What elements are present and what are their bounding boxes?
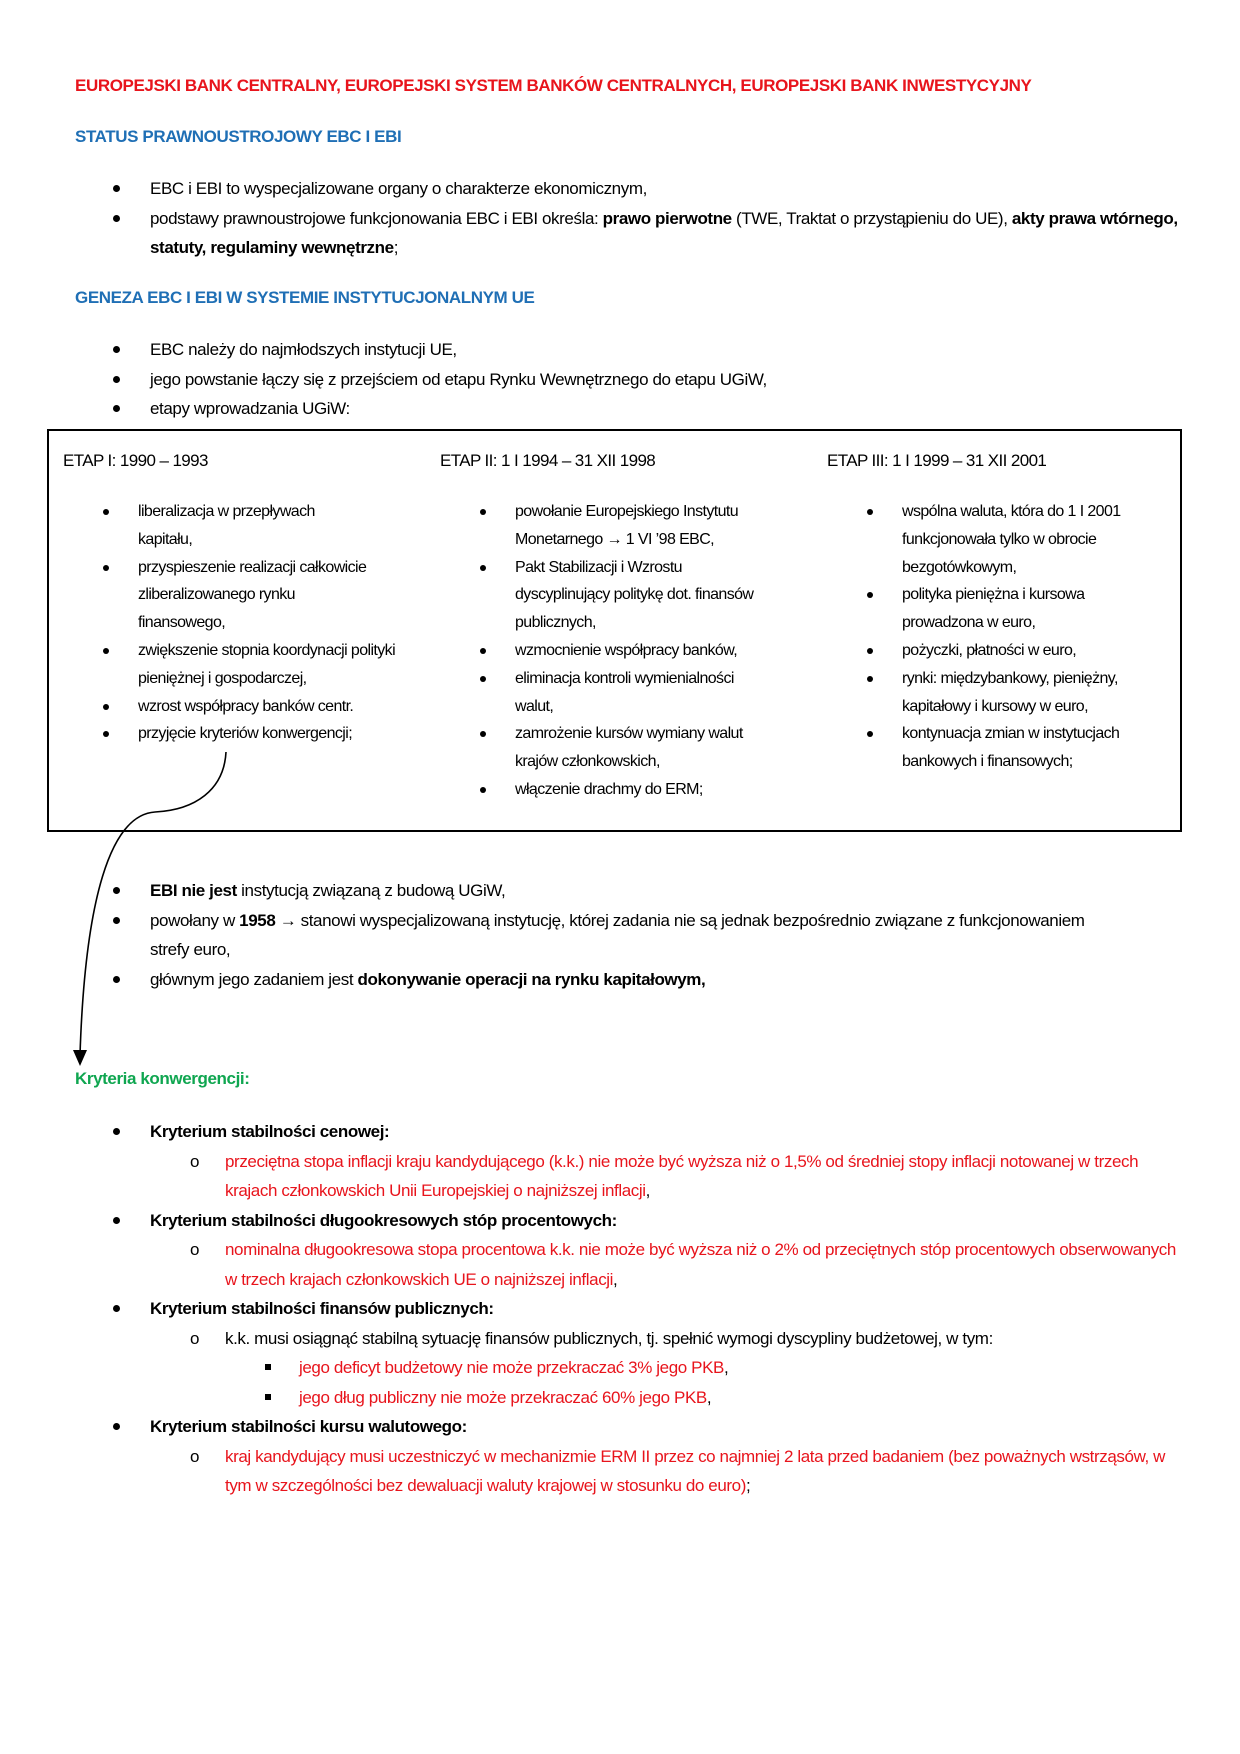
sub-sub-item: jego dług publiczny nie może przekraczać 60% jego PKB,: [0, 1383, 1240, 1413]
list-item: powołany w 1958 → stanowi wyspecjalizowaną instytucję, której zadania nie są jednak bezpośrednio związane z funkcjonowaniem strefy euro,: [0, 906, 1240, 965]
kryteria-list: [0, 1117, 1240, 1501]
list-item: pożyczki, płatności w euro,: [827, 637, 1177, 665]
list-item: polityka pieniężna i kursowa prowadzona w euro,: [827, 581, 1177, 637]
heading-kryteria: Kryteria konwergencji:: [75, 1069, 250, 1088]
etap-2-title: ETAP II: 1 I 1994 – 31 XII 1998: [440, 451, 656, 470]
etap-1-title: ETAP I: 1990 – 1993: [63, 451, 208, 470]
list-item: włączenie drachmy do ERM;: [440, 776, 790, 804]
heading-geneza: GENEZA EBC I EBI W SYSTEMIE INSTYTUCJONALNYM UE: [75, 288, 535, 307]
list-item: powołanie Europejskiego Instytutu Monetarnego → 1 VI ’98 EBC,: [440, 498, 790, 554]
list-item: przyspieszenie realizacji całkowicie zliberalizowanego rynku finansowego,: [63, 554, 403, 637]
sub-sub-item: jego deficyt budżetowy nie może przekraczać 3% jego PKB,: [0, 1353, 1240, 1383]
list-item: EBC i EBI to wyspecjalizowane organy o charakterze ekonomicznym,: [0, 174, 1240, 204]
list-item: Kryterium stabilności kursu walutowego:: [0, 1412, 1240, 1442]
list-item: wzmocnienie współpracy banków,: [440, 637, 790, 665]
ebi-list: [0, 876, 1240, 994]
etap-3-title: ETAP III: 1 I 1999 – 31 XII 2001: [827, 451, 1047, 470]
list-item: zamrożenie kursów wymiany walut krajów członkowskich,: [440, 720, 790, 776]
list-item: Pakt Stabilizacji i Wzrostu dyscyplinujący politykę dot. finansów publicznych,: [440, 554, 790, 637]
list-item: wspólna waluta, która do 1 I 2001 funkcjonowała tylko w obrocie bezgotówkowym,: [827, 498, 1177, 581]
list-item: przyjęcie kryteriów konwergencji;: [63, 720, 403, 748]
list-item: jego powstanie łączy się z przejściem od etapu Rynku Wewnętrznego do etapu UGiW,: [0, 365, 1240, 395]
sub-item: o kraj kandydujący musi uczestniczyć w mechanizmie ERM II przez co najmniej 2 lata przed badaniem (bez poważnych wstrząsów, w tym w szczególności bez dewaluacji waluty krajowej w stosunku do euro);: [190, 1446, 1166, 1495]
list-item: głównym jego zadaniem jest dokonywanie operacji na rynku kapitałowym,: [0, 965, 1240, 995]
list-item: etapy wprowadzania UGiW:: [0, 394, 1240, 424]
list-item: EBI nie jest instytucją związaną z budową UGiW,: [0, 876, 1240, 906]
list-item: liberalizacja w przepływach kapitału,: [63, 498, 403, 554]
list-item: kontynuacja zmian w instytucjach bankowych i finansowych;: [827, 720, 1177, 776]
document-title: EUROPEJSKI BANK CENTRALNY, EUROPEJSKI SYSTEM BANKÓW CENTRALNYCH, EUROPEJSKI BANK INWESTYCYJNY: [75, 76, 1032, 95]
sub-item: o nominalna długookresowa stopa procentowa k.k. nie może być wyższa niż o 2% od przeciętnych stóp procentowych obserwowanych w trzech krajach członkowskich UE o najniższej inflacji,: [190, 1240, 1176, 1289]
sub-item: o k.k. musi osiągnąć stabilną sytuację finansów publicznych, tj. spełnić wymogi dyscypliny budżetowej, w tym:: [190, 1328, 993, 1348]
list-item: EBC należy do najmłodszych instytucji UE,: [0, 335, 1240, 365]
list-item: rynki: międzybankowy, pieniężny, kapitałowy i kursowy w euro,: [827, 665, 1177, 721]
list-item: zwiększenie stopnia koordynacji polityki pieniężnej i gospodarczej,: [63, 637, 403, 693]
list-item: Kryterium stabilności długookresowych stóp procentowych:: [0, 1206, 1240, 1236]
list-item: wzrost współpracy banków centr.: [63, 693, 403, 721]
list-item: podstawy prawnoustrojowe funkcjonowania EBC i EBI określa: prawo pierwotne (TWE, Traktat o przystąpieniu do UE), akty prawa wtórnego, statuty, regulaminy wewnętrzne;: [0, 204, 1240, 263]
list-item: Kryterium stabilności finansów publicznych:: [0, 1294, 1240, 1324]
sub-item: o przeciętna stopa inflacji kraju kandydującego (k.k.) nie może być wyższa niż o 1,5% od średniej stopy inflacji notowanej w trzech krajach członkowskich Unii Europejskiej o najniższej inflacji,: [190, 1151, 1139, 1200]
list-item: Kryterium stabilności cenowej:: [0, 1117, 1240, 1147]
heading-status: STATUS PRAWNOUSTROJOWY EBC I EBI: [75, 127, 402, 146]
list-item: eliminacja kontroli wymienialności walut,: [440, 665, 790, 721]
